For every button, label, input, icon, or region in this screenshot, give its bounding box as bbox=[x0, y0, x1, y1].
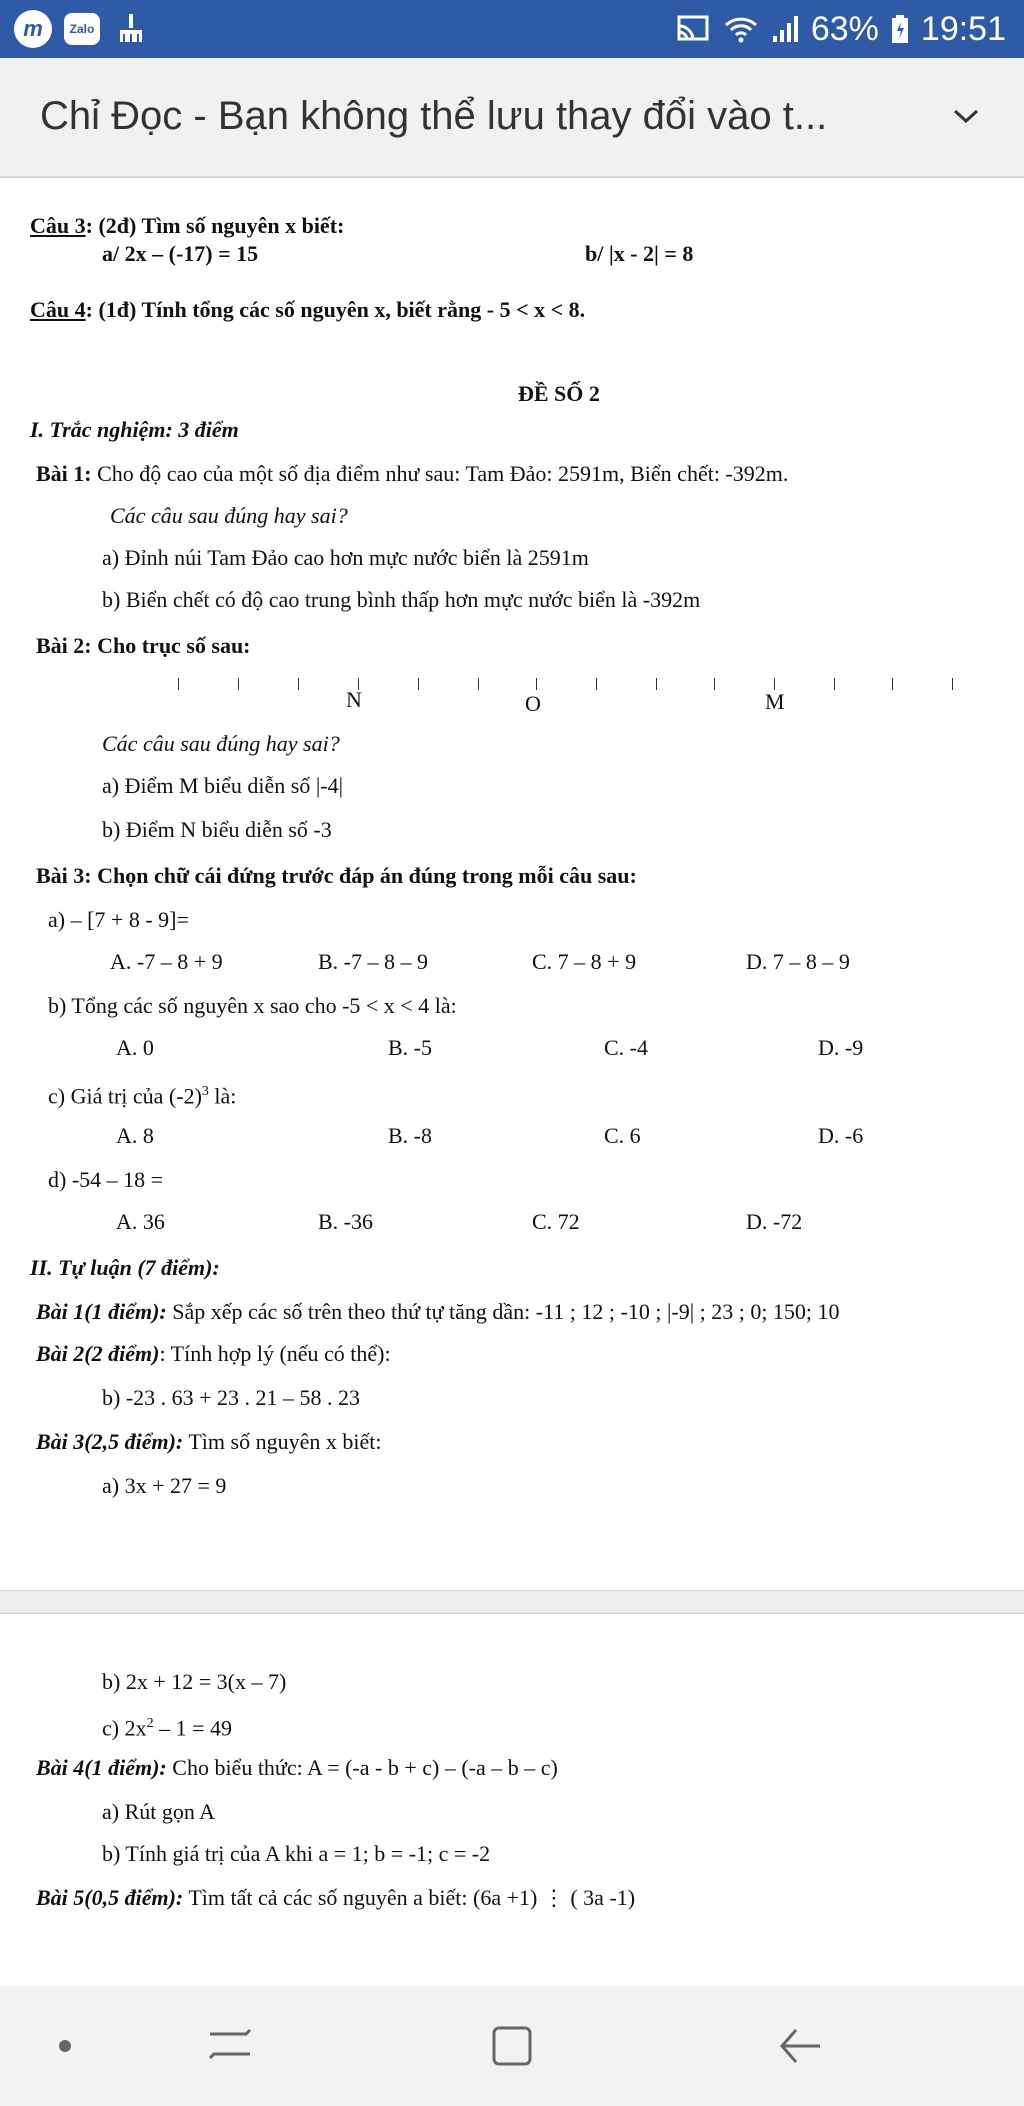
tl-bai3-c-exponent: 2 bbox=[146, 1716, 154, 1731]
bai1-label: Bài 1: bbox=[36, 461, 92, 486]
tl-bai4-text: Cho biểu thức: A = (-a - b + c) – (-a – b – c) bbox=[166, 1755, 558, 1780]
cau4-heading bbox=[30, 296, 585, 324]
point-n-label: N bbox=[346, 687, 362, 712]
bai2-heading: Bài 2: Cho trục số sau: bbox=[36, 633, 251, 658]
point-o-label: O bbox=[525, 691, 541, 716]
tl-bai1 bbox=[36, 1298, 840, 1326]
tl-bai1-text: Sắp xếp các số trên theo thứ tự tăng dần: -11 ; 12 ; -10 ; |-9| ; 23 ; 0; 150; 10 bbox=[166, 1299, 840, 1324]
cau3-part-b: b/ |x - 2| = 8 bbox=[585, 241, 694, 266]
tl-bai2-label: Bài 2(2 điểm) bbox=[36, 1341, 160, 1366]
tl-bai3-c bbox=[102, 1710, 232, 1742]
chevron-down-icon[interactable] bbox=[952, 106, 980, 131]
question-d-option-a: A. 36 bbox=[116, 1209, 165, 1234]
cau3-part-a: a/ 2x – (-17) = 15 bbox=[102, 241, 259, 266]
question-c-option-b: B. -8 bbox=[388, 1123, 432, 1148]
question-d-option-b: B. -36 bbox=[318, 1209, 373, 1234]
question-c-option-a: A. 8 bbox=[116, 1123, 154, 1148]
tl-bai4-label: Bài 4(1 điểm): bbox=[36, 1755, 167, 1780]
question-a: a) – [7 + 8 - 9]= bbox=[48, 907, 189, 932]
question-b-option-d: D. -9 bbox=[818, 1035, 864, 1060]
question-a-option-a: A. -7 – 8 + 9 bbox=[110, 949, 223, 974]
tl-bai1-label: Bài 1(1 điểm): bbox=[36, 1299, 167, 1324]
question-c-option-c: C. 6 bbox=[604, 1123, 641, 1148]
tl-bai4-a: a) Rút gọn A bbox=[102, 1799, 216, 1824]
cast-icon bbox=[675, 14, 711, 44]
cau4-text: : (1đ) Tính tổng các số nguyên x, biết rằng - 5 < x < 8. bbox=[85, 297, 586, 322]
recent-apps-icon[interactable] bbox=[190, 1986, 270, 2106]
back-icon[interactable] bbox=[760, 1986, 840, 2106]
cau3-label: Câu 3 bbox=[30, 213, 86, 238]
question-a-option-c: C. 7 – 8 + 9 bbox=[532, 949, 637, 974]
number-line-tick bbox=[952, 678, 953, 690]
clock: 19:51 bbox=[920, 9, 1006, 48]
zalo-label: Zalo bbox=[69, 22, 95, 36]
question-c-exponent: 3 bbox=[201, 1084, 209, 1099]
cau3-text: : (2đ) Tìm số nguyên x biết: bbox=[85, 213, 345, 238]
number-line-tick bbox=[596, 678, 597, 690]
messenger-app-icon bbox=[14, 10, 52, 48]
number-line-tick bbox=[178, 678, 179, 690]
home-icon[interactable] bbox=[472, 1986, 552, 2106]
tl-bai2-b: b) -23 . 63 + 23 . 21 – 58 . 23 bbox=[102, 1385, 361, 1410]
tl-bai5-text: Tìm tất cả các số nguyên a biết: (6a +1) ⋮ ( 3a -1) bbox=[183, 1885, 636, 1910]
point-m-label: M bbox=[765, 689, 785, 714]
status-bar bbox=[0, 0, 1024, 58]
question-b-option-b: B. -5 bbox=[388, 1035, 432, 1060]
navigation-bar bbox=[0, 1986, 1024, 2106]
cau4-label: Câu 4 bbox=[30, 297, 86, 322]
question-c bbox=[48, 1078, 236, 1110]
tl-bai3 bbox=[36, 1428, 381, 1456]
section-2-heading: II. Tự luận (7 điểm): bbox=[30, 1255, 220, 1280]
tl-bai2-text: : Tính hợp lý (nếu có thể): bbox=[159, 1341, 391, 1366]
battery-icon bbox=[891, 14, 909, 44]
question-b: b) Tổng các số nguyên x sao cho -5 < x < 4 là: bbox=[48, 993, 457, 1018]
question-c-post: là: bbox=[208, 1083, 237, 1109]
number-line-tick bbox=[536, 678, 537, 690]
question-a-option-d: D. 7 – 8 – 9 bbox=[746, 949, 850, 974]
tl-bai5-label: Bài 5(0,5 điểm): bbox=[36, 1885, 184, 1910]
question-b-option-a: A. 0 bbox=[116, 1035, 154, 1060]
number-line-tick bbox=[714, 678, 715, 690]
page-break bbox=[0, 1590, 1024, 1614]
number-line-tick bbox=[656, 678, 657, 690]
number-line-tick bbox=[834, 678, 835, 690]
tl-bai2 bbox=[36, 1340, 391, 1368]
app-icon-letter: m bbox=[23, 16, 43, 41]
tl-bai3-a: a) 3x + 27 = 9 bbox=[102, 1473, 227, 1498]
question-c-option-d: D. -6 bbox=[818, 1123, 864, 1148]
bai3-heading: Bài 3: Chọn chữ cái đứng trước đáp án đúng trong mỗi câu sau: bbox=[36, 863, 637, 888]
tl-bai3-c-pre: c) 2x bbox=[102, 1715, 147, 1741]
question-c-pre: c) Giá trị của (-2) bbox=[48, 1083, 202, 1109]
tl-bai3-label: Bài 3(2,5 điểm): bbox=[36, 1429, 184, 1454]
cleaner-icon bbox=[112, 10, 150, 48]
question-d: d) -54 – 18 = bbox=[48, 1167, 164, 1192]
number-line-tick bbox=[478, 678, 479, 690]
cau3-heading bbox=[30, 212, 344, 240]
bai1-line bbox=[36, 460, 788, 488]
bai1-a: a) Đỉnh núi Tam Đảo cao hơn mực nước biển là 2591m bbox=[102, 545, 589, 570]
signal-icon bbox=[771, 14, 799, 44]
bai2-question: Các câu sau đúng hay sai? bbox=[102, 731, 340, 756]
bai1-question: Các câu sau đúng hay sai? bbox=[110, 503, 348, 528]
zalo-app-icon bbox=[64, 13, 100, 45]
de-so-heading: ĐỀ SỐ 2 bbox=[518, 381, 600, 406]
number-line-tick bbox=[238, 678, 239, 690]
section-1-heading: I. Trắc nghiệm: 3 điểm bbox=[30, 417, 239, 442]
question-d-option-d: D. -72 bbox=[746, 1209, 803, 1234]
nav-dot-button[interactable] bbox=[30, 1986, 100, 2106]
bai2-a: a) Điểm M biểu diễn số |-4| bbox=[102, 773, 343, 798]
tl-bai3-b: b) 2x + 12 = 3(x – 7) bbox=[102, 1669, 287, 1694]
wifi-icon bbox=[723, 14, 759, 44]
tl-bai3-text: Tìm số nguyên x biết: bbox=[183, 1429, 382, 1454]
question-d-option-c: C. 72 bbox=[532, 1209, 580, 1234]
tl-bai3-c-post: – 1 = 49 bbox=[153, 1715, 233, 1741]
bai1-text: Cho độ cao của một số địa điểm như sau: Tam Đảo: 2591m, Biển chết: -392m. bbox=[91, 461, 789, 486]
question-b-option-c: C. -4 bbox=[604, 1035, 648, 1060]
number-line-tick bbox=[892, 678, 893, 690]
number-line-tick bbox=[298, 678, 299, 690]
bai1-b: b) Biển chết có độ cao trung bình thấp hơn mực nước biển là -392m bbox=[102, 587, 701, 612]
bai2-b: b) Điểm N biểu diễn số -3 bbox=[102, 817, 332, 842]
question-a-option-b: B. -7 – 8 – 9 bbox=[318, 949, 428, 974]
document-title-bar[interactable] bbox=[0, 58, 1024, 178]
tl-bai4 bbox=[36, 1754, 558, 1782]
read-only-title: Chỉ Đọc - Bạn không thể lưu thay đổi vào t... bbox=[40, 94, 828, 138]
tl-bai5 bbox=[36, 1884, 635, 1912]
number-line-tick bbox=[418, 678, 419, 690]
tl-bai4-b: b) Tính giá trị của A khi a = 1; b = -1; c = -2 bbox=[102, 1841, 491, 1866]
battery-percent: 63% bbox=[810, 9, 879, 48]
